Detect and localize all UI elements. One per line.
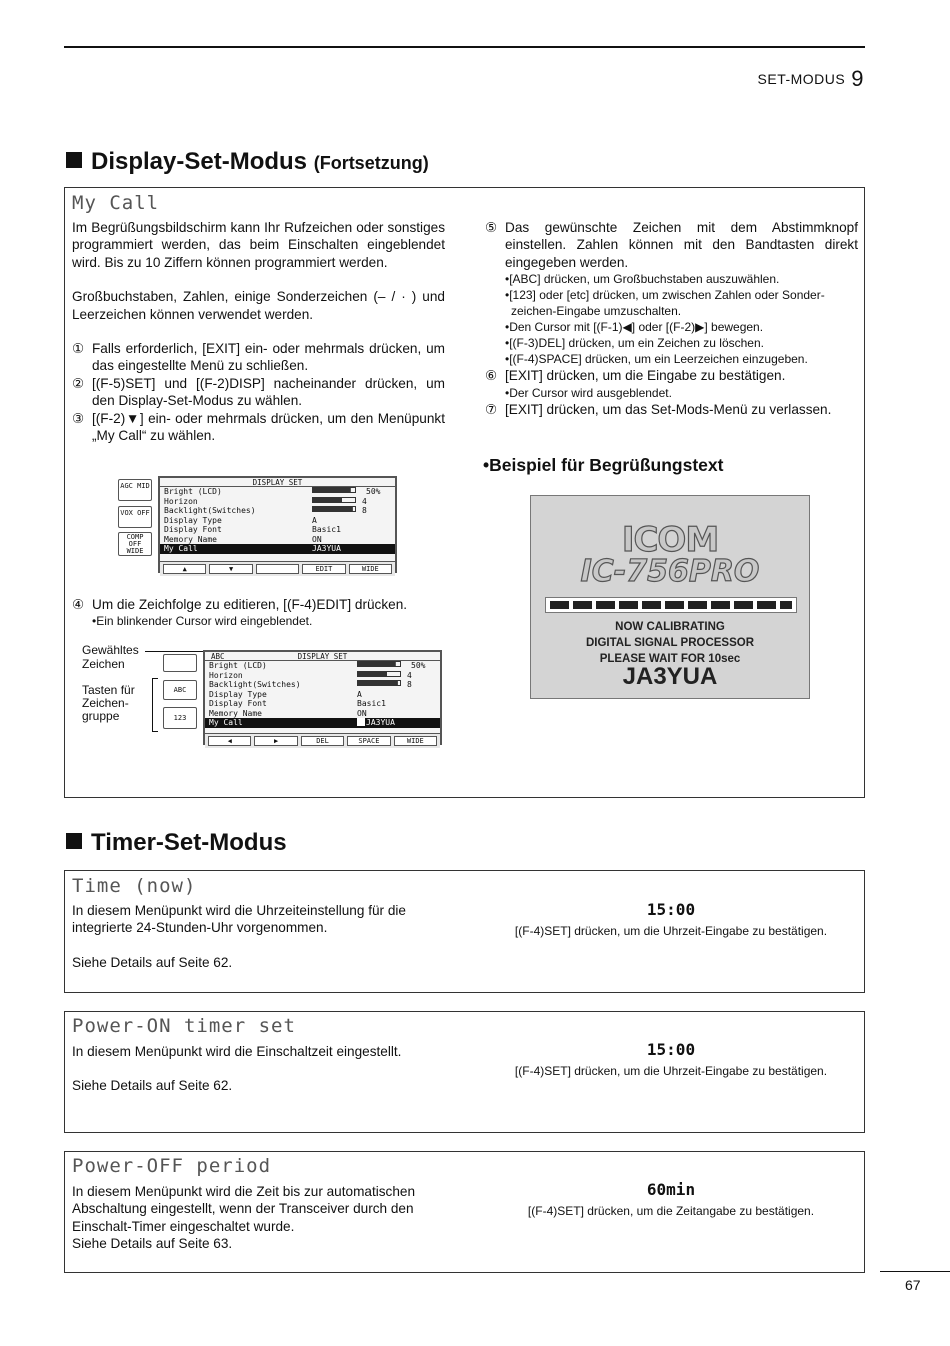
comp-button[interactable]: COMP OFF WIDE — [118, 532, 152, 556]
intro-paragraph-2: Großbuchstaben, Zahlen, einige Sonderzeichen (– / · ) und Leerzeichen können verwendet werden. — [72, 289, 445, 322]
chapter-number: 9 — [851, 66, 864, 91]
lcd-panel-2 — [203, 650, 442, 745]
f3-key[interactable] — [256, 564, 299, 574]
screen-title: DISPLAY SET — [297, 652, 348, 661]
screen-title: DISPLAY SET — [160, 478, 395, 487]
f1-up-key[interactable]: ▲ — [163, 564, 206, 574]
row-display-type[interactable]: Display Type A — [164, 515, 317, 525]
row-memory-name[interactable]: Memory Name ON — [209, 708, 367, 718]
bracket — [152, 678, 158, 732]
row-bright[interactable]: Bright (LCD) 50% — [209, 661, 426, 670]
step-2: ② [(F-5)SET] und [(F-2)DISP] nacheinander drücken, um den Display-Set-Modus zu wählen. — [72, 375, 445, 409]
power-on-text: In diesem Menüpunkt wird die Einschaltzeit eingestellt. — [72, 1044, 402, 1059]
row-bright[interactable]: Bright (LCD) 50% — [164, 487, 381, 496]
label-key-group: Tasten für Zeichen-gruppe — [82, 683, 135, 723]
square-bullet-icon — [66, 152, 82, 168]
intro-paragraph-1: Im Begrüßungsbildschirm kann Ihr Rufzeichen oder sonstiges programmiert werden, das beim Einschalten eingeblendet wird. Bis zu 10 Ziffern können programmiert werden. — [72, 220, 445, 270]
f1-left-key[interactable]: ◀ — [208, 736, 251, 746]
box-title-power-off: Power-OFF period — [72, 1155, 272, 1177]
step-5: ⑤ Das gewünschte Zeichen mit dem Abstimmknopf einstellen. Zahlen können mit den Bandtasten direkt eingegeben werden. — [485, 220, 858, 270]
row-backlight[interactable]: Backlight(Switches) 8 — [164, 506, 367, 515]
step-3: ③ [(F-2)▼] ein- oder mehrmals drücken, um den Menüpunkt „My Call“ zu wählen. — [72, 410, 445, 444]
step-4-note: •Ein blinkender Cursor wird eingeblendet. — [92, 614, 313, 629]
display-set-screen-2 — [162, 650, 442, 745]
cursor-icon — [357, 718, 365, 726]
row-my-call[interactable]: My Call JA3YUA — [160, 544, 395, 554]
calibration-message: NOW CALIBRATING DIGITAL SIGNAL PROCESSOR PLEASE WAIT FOR 10sec — [585, 621, 755, 665]
power-on-ref: Siehe Details auf Seite 62. — [72, 1078, 233, 1094]
row-horizon[interactable]: Horizon 4 — [209, 670, 412, 680]
box-title-power-on: Power-ON timer set — [72, 1015, 296, 1037]
backlight-bar — [312, 506, 356, 512]
power-off-ref: Siehe Details auf Seite 63. — [72, 1236, 233, 1252]
row-display-font[interactable]: Display Font Basic1 — [164, 525, 341, 534]
display-set-screen-1 — [117, 476, 397, 573]
row-memory-name[interactable]: Memory Name ON — [164, 534, 322, 544]
f4-edit-key[interactable]: EDIT — [302, 564, 345, 574]
mode-tag: ABC — [211, 652, 225, 661]
side-blank-button[interactable] — [163, 654, 197, 672]
splash-callsign: JA3YUA — [622, 663, 718, 690]
row-display-font[interactable]: Display Font Basic1 — [209, 699, 386, 708]
power-off-value: 60min — [646, 1180, 696, 1199]
left-column — [72, 219, 445, 444]
step-5-notes: •[ABC] drücken, um Großbuchstaben auszuwählen. •[123] oder [etc] drücken, um zwischen Zahlen oder Sonder- zeichen-Eingabe umzuschalten. •Den Cursor mit [(F-1)◀] oder [(F-2)▶] bewegen. •[(F-3)DEL] drücken, um ein Zeichen zu löschen. •[(F-4)SPACE] drücken, um ein Leerzeichen einzugeben. — [505, 272, 825, 367]
box-title-time-now: Time (now) — [72, 875, 197, 897]
step-7: ⑦ [EXIT] drücken, um das Set-Mods-Menü zu verlassen. — [485, 401, 832, 417]
row-backlight[interactable]: Backlight(Switches) 8 — [209, 680, 412, 689]
splash-screen — [530, 495, 810, 699]
f4-space-key[interactable]: SPACE — [347, 736, 390, 746]
section-title-display: Display-Set-Modus (Fortsetzung) — [66, 148, 429, 176]
power-on-value: 15:00 — [646, 1040, 696, 1059]
f5-wide-key[interactable]: WIDE — [394, 736, 437, 746]
row-display-type[interactable]: Display Type A — [209, 689, 362, 699]
time-now-value: 15:00 — [646, 900, 696, 919]
step-6-note: •Der Cursor wird ausgeblendet. — [505, 385, 672, 400]
square-bullet-icon — [66, 833, 82, 849]
chapter-header — [758, 66, 864, 92]
step-4-block — [72, 596, 445, 629]
icom-logo: ICOM — [621, 520, 719, 560]
page-number: 67 — [905, 1277, 921, 1293]
label-selected-char: Gewähltes Zeichen — [82, 643, 139, 671]
right-column — [485, 219, 858, 418]
f2-right-key[interactable]: ▶ — [254, 736, 297, 746]
chapter-label: SET-MODUS — [757, 71, 846, 87]
bright-bar — [312, 487, 356, 493]
function-keys-2 — [205, 733, 440, 748]
horizon-bar — [312, 497, 356, 503]
time-now-caption: [(F-4)SET] drücken, um die Uhrzeit-Eingabe zu bestätigen. — [514, 924, 828, 938]
calibration-progress — [545, 597, 797, 613]
power-on-caption: [(F-4)SET] drücken, um die Uhrzeit-Eingabe zu bestätigen. — [514, 1064, 828, 1078]
f5-wide-key[interactable]: WIDE — [349, 564, 392, 574]
bottom-rule — [880, 1271, 950, 1272]
power-off-caption: [(F-4)SET] drücken, um die Zeitangabe zu bestätigen. — [527, 1204, 815, 1218]
agc-button[interactable]: AGC MID — [118, 479, 152, 501]
function-keys-1 — [160, 561, 395, 576]
vox-button[interactable]: VOX OFF — [118, 506, 152, 528]
section-title-timer: Timer-Set-Modus — [66, 829, 287, 857]
row-horizon[interactable]: Horizon 4 — [164, 496, 367, 506]
time-now-ref: Siehe Details auf Seite 62. — [72, 954, 233, 970]
step-6: ⑥ [EXIT] drücken, um die Eingabe zu bestätigen. — [485, 368, 786, 384]
power-off-text: In diesem Menüpunkt wird die Zeit bis zur automatischen Abschaltung eingestellt, wenn der Transceiver durch den Einschalt-Timer eingeschaltet wurde. — [72, 1184, 416, 1234]
time-now-text: In diesem Menüpunkt wird die Uhrzeiteinstellung für die integrierte 24-Stunden-Uhr vorgenommen. — [72, 903, 406, 936]
top-rule — [64, 46, 865, 48]
example-title: •Beispiel für Begrüßungstext — [483, 455, 724, 475]
f2-down-key[interactable]: ▼ — [209, 564, 252, 574]
123-button[interactable]: 123 — [163, 707, 197, 729]
row-my-call-editing[interactable]: My Call JA3YUA — [205, 718, 440, 728]
step-4: ④ Um die Zeichfolge zu editieren, [(F-4)EDIT] drücken. — [72, 597, 408, 612]
model-logo: IC-756PRO — [580, 554, 760, 589]
box-title-my-call: My Call — [72, 192, 160, 214]
f3-del-key[interactable]: DEL — [301, 736, 344, 746]
step-1: ① Falls erforderlich, [EXIT] ein- oder mehrmals drücken, um das eingestellte Menü zu schließen. — [72, 341, 445, 374]
lcd-panel-1 — [158, 476, 397, 573]
abc-button[interactable]: ABC — [163, 680, 197, 700]
